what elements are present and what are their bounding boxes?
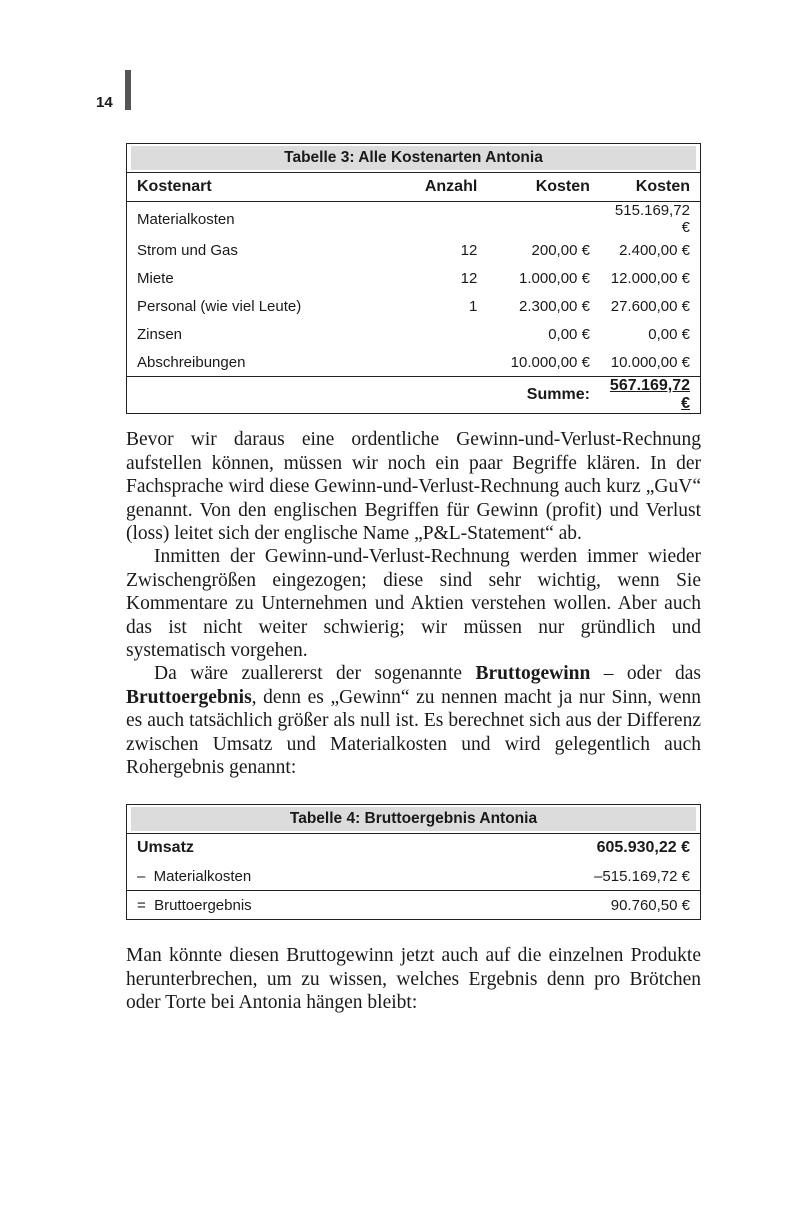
table-row: Miete 12 1.000,00 € 12.000,00 €	[137, 269, 690, 287]
paragraph-zwischengroessen: Inmitten der Gewinn-und-Verlust-Rechnung werden immer wieder Zwischengrößen eingezogen; diese sind sehr wichtig, wenn Sie Kommentare zu Unternehmen und Aktien verstehen wollen. Aber auch das ist nicht weiter schwierig; wir müssen nur gründlich und systematisch vorgehen.	[126, 546, 701, 661]
paragraph-guv-intro: Bevor wir daraus eine ordentliche Gewinn-und-Verlust-Rechnung aufstellen können, müssen wir noch ein paar Begriffe klären. In der Fachsprache wird diese Gewinn-und-Verlust-Rechnung auch kurz „GuV“ genannt. Von den englischen Begriffen für Gewinn (profit) und Verlust (loss) leitet sich der englische Name „P&L-Statement“ ab.	[126, 429, 701, 544]
column-header-kosten: Kosten	[487, 173, 600, 202]
table-row: – Materialkosten –515.169,72 €	[137, 867, 690, 885]
table-row: Strom und Gas 12 200,00 € 2.400,00 €	[137, 241, 690, 259]
column-header-kosten-total: Kosten	[600, 173, 701, 202]
page-marker-bar	[125, 70, 131, 110]
table-bruttoergebnis	[126, 804, 701, 920]
table-row: Personal (wie viel Leute) 1 2.300,00 € 27.600,00 €	[137, 297, 690, 315]
table-sum-row	[127, 377, 701, 414]
table-caption: Tabelle 4: Bruttoergebnis Antonia	[131, 807, 696, 831]
paragraph-bruttogewinn: Da wäre zuallererst der sogenannte Bruttogewinn – oder das Bruttoergebnis, denn es „Gewinn“ zu nennen macht ja nur Sinn, wenn es auch tatsächlich größer als null ist. Es berechnet sich aus der Differenz zwischen Umsatz und Materialkosten und wird gelegentlich auch Rohergebnis genannt:	[126, 663, 701, 778]
table-row: Zinsen 0,00 € 0,00 €	[137, 325, 690, 343]
term-bruttoergebnis: Bruttoergebnis	[126, 686, 252, 708]
table-kostenarten	[126, 143, 701, 414]
sum-label: Summe:	[487, 377, 600, 414]
table-row: Abschreibungen 10.000,00 € 10.000,00 €	[137, 353, 690, 371]
table-row: Umsatz 605.930,22 €	[127, 834, 701, 863]
column-header-anzahl: Anzahl	[390, 173, 488, 202]
paragraph-produkte: Man könnte diesen Bruttogewinn jetzt auch auf die einzelnen Produkte herunterbrechen, um zu wissen, welches Ergebnis denn pro Brötchen oder Torte bei Antonia hängen bleibt:	[126, 945, 701, 1013]
table-row: Materialkosten 515.169,72 €	[137, 202, 690, 236]
page-number: 14	[96, 94, 113, 111]
column-header-kostenart: Kostenart	[127, 173, 390, 202]
table-caption: Tabelle 3: Alle Kostenarten Antonia	[131, 146, 696, 170]
table-row: = Bruttoergebnis 90.760,50 €	[127, 891, 701, 920]
term-bruttogewinn: Bruttogewinn	[475, 663, 591, 684]
sum-value: 567.169,72 €	[609, 377, 690, 412]
